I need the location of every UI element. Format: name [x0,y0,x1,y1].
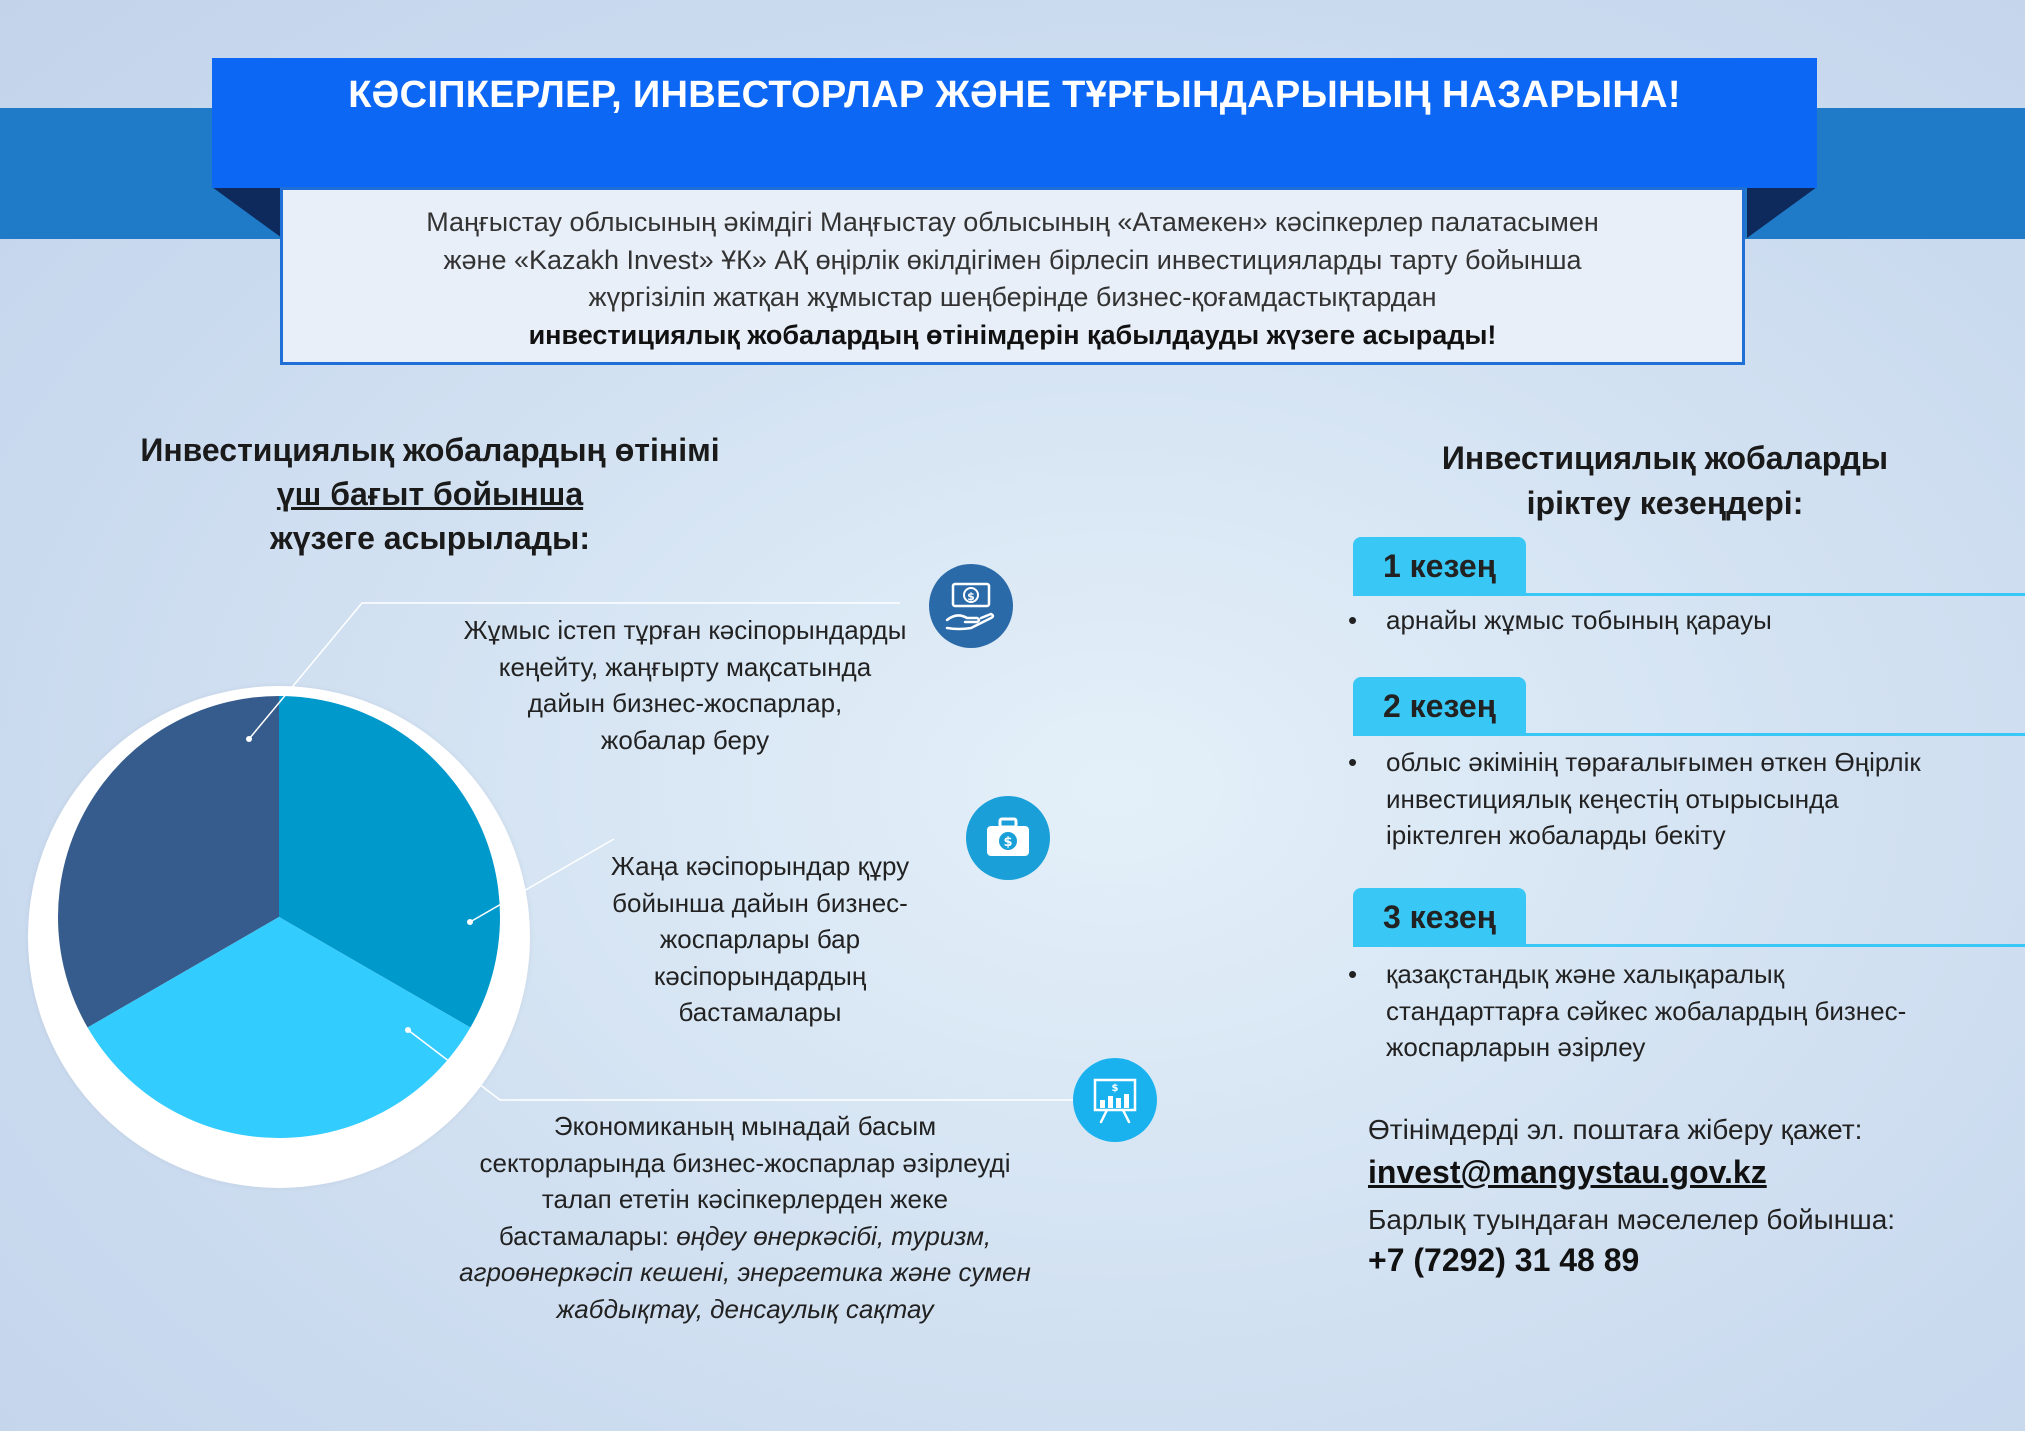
direction-2-line: бастамалары [678,997,842,1027]
stage-2-rule [1353,733,2025,736]
direction-1-text [440,612,930,758]
direction-1-line: дайын бизнес-жоспарлар, [527,688,843,718]
stages-heading-1: Инвестициялық жобаларды [1441,440,1889,476]
stages-heading [1370,436,1960,526]
stages-heading-2: іріктеу кезеңдері: [1526,485,1804,521]
phone-number[interactable]: +7 (7292) 31 48 89 [1368,1242,1640,1278]
email-link[interactable]: invest@mangystau.gov.kz [1368,1154,1767,1190]
stage-3-text: қазақстандық және халықаралық [1386,959,1785,989]
direction-3-line: талап ететін кәсіпкерлерден жеке [541,1184,949,1214]
intro-line-4: инвестициялық жобалардың өтінімдерін қабылдауды жүзеге асырады! [528,319,1497,350]
stage-1-rule [1353,593,2025,596]
direction-2-line: жоспарлары бар [659,924,861,954]
direction-1-line: жобалар беру [600,724,770,755]
direction-2-text [595,848,925,1031]
directions-heading-3: жүзеге асырылады: [270,520,590,556]
direction-2-line: кәсіпорындардың [653,960,867,991]
stage-3-text: стандарттарға сәйкес жобалардың бизнес- [1386,995,1907,1026]
connector-dot-1 [246,736,252,742]
intro-line-1: Маңғыстау облысының әкімдігі Маңғыстау облысының «Атамекен» кәсіпкерлер палатасымен [426,207,1599,237]
stage-3-rule [1353,944,2025,947]
direction-3-sectors: өңдеу өнеркәсібі, туризм, [676,1220,992,1251]
bullet-dot: • [1348,747,1358,777]
stage-1-bullet [1348,602,1988,639]
intro-line-3: жүргізіліп жатқан жұмыстар шеңберінде бизнес-қоғамдастықтардан [588,282,1437,312]
direction-3-line: секторларында бизнес-жоспарлар әзірлеуді [479,1147,1011,1178]
stage-2-tab: 2 кезең [1353,677,1526,735]
direction-1-line: кеңейту, жаңғырту мақсатында [498,651,872,682]
direction-1-line: Жұмыс істеп тұрған кәсіпорындарды [463,615,907,645]
direction-3-line: бастамалары: [498,1220,677,1251]
intro-line-2: және «Kazakh Invest» ҰК» АҚ өңірлік өкілдігімен бірлесіп инвестицияларды тарту бойынша [443,244,1582,275]
direction-2-line: Жаңа кәсіпорындар құру [610,851,910,881]
svg-text:$: $ [967,590,975,603]
bullet-dot: • [1348,605,1358,635]
stage-2-text: инвестициялық кеңестің отырысында [1386,783,1839,814]
briefcase-dollar-icon [966,796,1050,880]
stage-2-text: іріктелген жобаларды бекіту [1386,820,1726,850]
bullet-dot: • [1348,959,1358,989]
directions-heading-1: Инвестициялық жобалардың өтінімі [140,432,720,468]
direction-3-sectors: жабдықтау, денсаулық сақтау [556,1293,934,1324]
presentation-chart-icon [1073,1058,1157,1142]
stage-1-tab: 1 кезең [1353,537,1526,595]
contact-label: Өтінімдерді эл. поштаға жіберу қажет: [1368,1114,1863,1145]
money-hand-icon [929,564,1013,648]
connector-dot-3 [405,1027,411,1033]
stage-3-tab: 3 кезең [1353,888,1526,946]
stage-3-bullet [1348,956,1988,1066]
svg-text:$: $ [1111,1083,1119,1094]
directions-heading-2: үш бағыт бойынша [276,476,584,512]
stage-2-text: облыс әкімінің төрағалығымен өткен Өңірлік [1386,747,1921,777]
stage-1-text: арнайы жұмыс тобының қарауы [1386,605,1772,635]
svg-text:$: $ [1003,835,1013,850]
stage-2-bullet [1348,744,1988,854]
direction-3-sectors: агроөнеркәсіп кешені, энергетика және сумен [459,1257,1031,1287]
questions-label: Барлық туындаған мәселелер бойынша: [1368,1204,1896,1235]
connector-dot-2 [467,919,473,925]
direction-3-line: Экономиканың мынадай басым [553,1111,937,1141]
stage-3-text: жоспарларын әзірлеу [1386,1032,1646,1062]
connector-line-3 [408,1030,1080,1100]
page-title: КӘСІПКЕРЛЕР, ИНВЕСТОРЛАР ЖӘНЕ ТҰРҒЫНДАРЫНЫҢ НАЗАРЫНА! [348,74,1681,116]
direction-2-line: бойынша дайын бизнес- [612,887,908,918]
direction-3-block [420,1108,1070,1327]
